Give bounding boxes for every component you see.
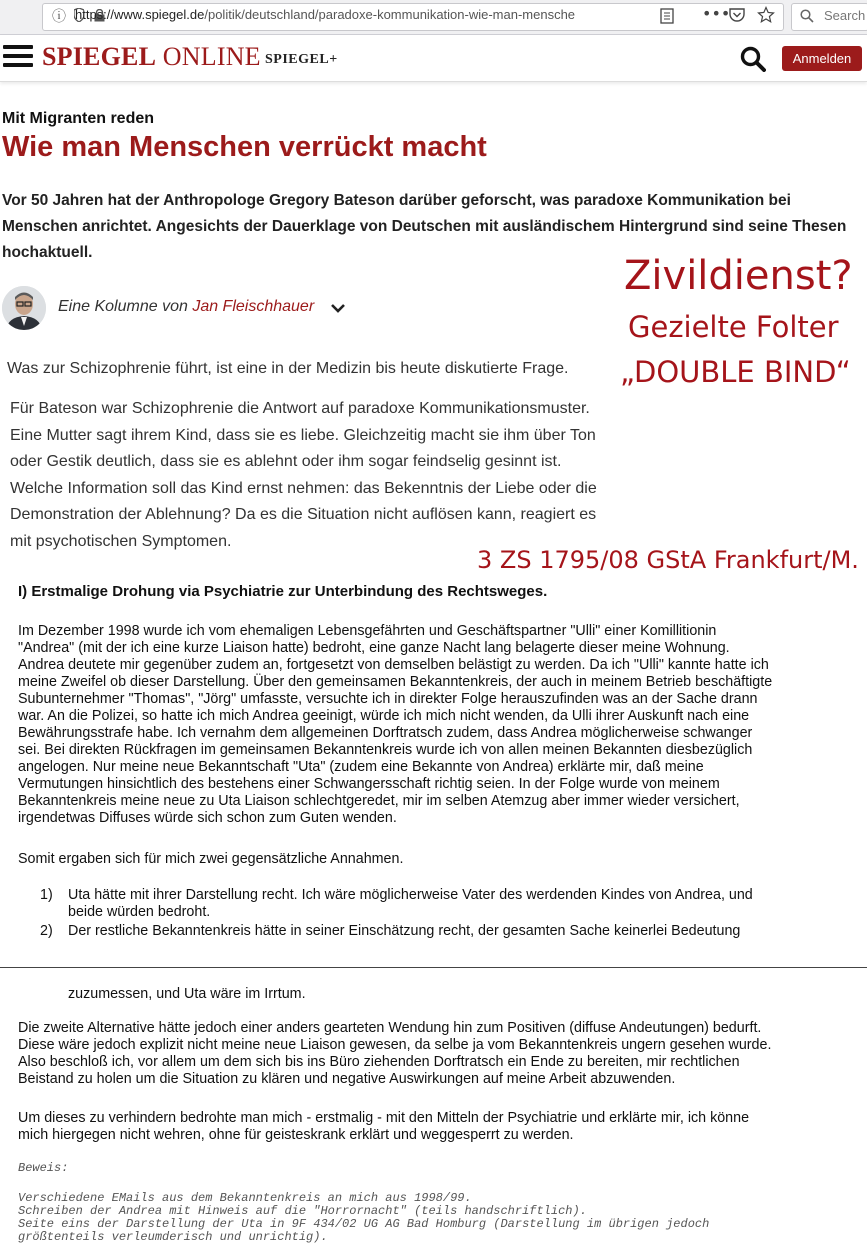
url-path: /politik/deutschland/paradoxe-kommunikation-wie-man-mensche: [204, 7, 576, 22]
document-paragraph: [18, 1020, 771, 1088]
text-line: Für Bateson war Schizophrenie die Antwort auf paradoxe Kommunikationsmuster.: [10, 400, 590, 417]
list-number: 1): [40, 887, 53, 903]
text-line: Verschiedene EMails aus dem Bekanntenkreis an mich aus 1998/99.: [18, 1191, 472, 1205]
text-line: größtenteils verleumderisch und unrichtig).: [18, 1230, 328, 1244]
document-heading: I) Erstmalige Drohung via Psychiatrie zur Unterbindung des Rechtsweges.: [18, 583, 548, 600]
text-line: Beistand zu holen um die Situation zu klären und negative Auswirkungen auf meine Arbeit abzuwenden.: [18, 1071, 676, 1087]
text-line: mich hiergegen nicht wehren, ohne für geisteskrank erklärt und weggesperrt zu werden.: [18, 1127, 574, 1143]
pocket-icon[interactable]: [729, 8, 745, 23]
document-paragraph: [18, 1110, 749, 1144]
document-paragraph: zuzumessen, und Uta wäre im Irrtum.: [68, 986, 306, 1002]
text-line: Also beschloß ich, vor allem um dem sich bis ins Büro ziehenden Dorftratsch ein Ende zu bereiten, mir rechtlichen: [18, 1054, 740, 1070]
text-line: Seite eins der Darstellung der Uta in 9F 434/02 UG AG Bad Homburg (Darstellung im übrigen jedoch: [18, 1217, 710, 1231]
info-icon[interactable]: ⓘ: [52, 9, 66, 25]
list-number: 2): [40, 923, 53, 939]
text-line: war. An die Polizei, so hatte ich mich Andrea geeinigt, würde ich mich nicht wenden, da Ulli ihrer Auskunft nach eine: [18, 708, 750, 724]
list-item: [68, 887, 753, 921]
text-line: Eine Mutter sagt ihrem Kind, dass sie es liebe. Gleichzeitig macht sie ihm über Ton: [10, 426, 596, 444]
annotation-folter: Gezielte Folter: [628, 310, 839, 344]
text-line: Subunternehmer "Thomas", "Jörg" umfasste, versuchte ich in direkter Folge herauszufinden was an der Sache drann: [18, 691, 758, 707]
text-line: Bewährungsstrafe habe. Ich vernahm dem allgemeinen Dorftratsch zudem, dass Andrea möglicherweise schwanger: [18, 725, 753, 741]
reader-view-icon[interactable]: [660, 8, 674, 24]
text-line: Um dieses zu verhindern bedrohte man mich - erstmalig - mit den Mitteln der Psychiatrie und erklärte mir, ich könne: [18, 1110, 750, 1126]
article-kicker: Mit Migranten reden: [2, 110, 155, 127]
byline: [58, 298, 314, 316]
chevron-down-icon[interactable]: [330, 300, 346, 316]
page-break-divider: [0, 967, 867, 968]
spiegel-plus-link[interactable]: SPIEGEL+: [265, 52, 338, 67]
login-button[interactable]: Anmelden: [782, 46, 862, 71]
url-host: https://www.spiegel.de: [75, 7, 205, 22]
annotation-zivildienst: Zivildienst?: [624, 253, 853, 299]
text-line: Im Dezember 1998 wurde ich vom ehemaligen Lebensgefährten und Geschäftspartner "Ulli" einer Komillitionin: [18, 623, 717, 639]
text-line: Bekanntenkreis meine neue zu Uta Liaison schlechtgeredet, mir im selben Atemzug aber immer wieder versichert,: [18, 793, 740, 809]
byline-prefix: Eine Kolumne von: [58, 298, 193, 315]
text-line: Andrea deutete mir gegenüber zudem an, fortgesetzt von demselben belästigt zu werden. Da ich "Ulli" kannte hatte ich: [18, 657, 769, 673]
text-line: Welche Information soll das Kind ernst nehmen: das Bekenntnis der Liebe oder die: [10, 479, 597, 497]
menu-icon[interactable]: [3, 45, 33, 67]
site-search-icon[interactable]: [740, 46, 766, 72]
text-line: meine Zweifel ob dieser Darstellung. Über den gemeinsamen Bekanntenkreis, der auch in meinem Betrieb beschäftigte: [18, 674, 773, 690]
text-line: Diese wäre jedoch explizit nicht meine neue Liaison gewesen, da selbe ja vom Bekanntenkreis ungern gesehen wurde.: [18, 1037, 772, 1053]
more-actions-icon[interactable]: •••: [702, 4, 731, 23]
annotation-double-bind: „DOUBLE BIND“: [620, 355, 851, 389]
evidence-label: Beweis:: [18, 1161, 69, 1175]
list-item: [68, 923, 740, 940]
text-line: Demonstration der Ablehnung? Da es die Situation nicht auflösen kann, reagiert es: [10, 506, 597, 523]
text-line: Uta hätte mit ihrer Darstellung recht. Ich wäre möglicherweise Vater des werdenden Kindes von Andrea, und: [68, 887, 753, 903]
text-line: mit psychotischen Symptomen.: [10, 532, 232, 550]
author-avatar[interactable]: [2, 286, 46, 330]
article-paragraph-screenshot: [10, 396, 597, 555]
logo-bold: SPIEGEL: [42, 42, 157, 71]
search-placeholder: Search: [824, 8, 866, 23]
document-paragraph: Somit ergaben sich für mich zwei gegensätzliche Annahmen.: [18, 851, 404, 867]
text-line: irgendetwas Diffuses würde sich schon zum Guten wenden.: [18, 810, 397, 826]
text-line: oder Gestik deutlich, dass sie es ablehnt oder ihm sogar feindselig gesinnt ist.: [10, 453, 562, 470]
text-line: Schreiben der Andrea mit Hinweis auf die "Horrornacht" (teils handschriftlich).: [18, 1204, 587, 1218]
author-link[interactable]: Jan Fleischhauer: [192, 298, 315, 315]
text-line: sei. Bei direkten Rückfragen im gemeinsamen Bekanntenkreis wurde ich von allen meinen Bekannten diesbezüglich: [18, 742, 753, 758]
logo-light: ONLINE: [156, 42, 261, 71]
document-paragraph: [18, 623, 858, 827]
article-paragraph: Was zur Schizophrenie führt, ist eine in der Medizin bis heute diskutierte Frage.: [7, 360, 569, 377]
article-headline: Wie man Menschen verrückt macht: [2, 131, 487, 163]
text-line: angelogen. Nur meine neue Bekanntschaft "Uta" (zudem eine Bekannte von Andrea) erklärte mir, daß meine: [18, 759, 704, 775]
text-line: Der restliche Bekanntenkreis hätte in seiner Einschätzung recht, der gesamten Sache keinerlei Bedeutung: [68, 923, 741, 939]
site-logo[interactable]: [42, 42, 261, 72]
annotation-case-reference: 3 ZS 1795/08 GStA Frankfurt/M.: [477, 546, 859, 574]
search-icon: [800, 9, 814, 23]
text-line: "Andrea" (mit der ich eine kurze Liaison hatte) bedroht, eine ganze Nacht lang belagerte dieser meine Wohnung.: [18, 640, 730, 656]
article-lead: Vor 50 Jahren hat der Anthropologe Gregory Bateson darüber geforscht, was paradoxe Kommunikation bei Menschen anrichtet. Angesichts der Dauerklage von Deutschen mit ausländischem Hintergrund sind seine Thesen hochaktuell.: [2, 192, 847, 261]
url-text[interactable]: [75, 7, 625, 22]
bookmark-star-icon[interactable]: [757, 6, 775, 24]
evidence-list: [18, 1192, 709, 1244]
text-line: beide würden bedroht.: [68, 904, 211, 920]
text-line: Die zweite Alternative hätte jedoch einer anders gearteten Wendung hin zum Positiven (diffuse Andeutungen) bedurft.: [18, 1020, 762, 1036]
text-line: Vermutungen hinsichtlich des bestehens einer Schwangersschaft richtig seien. In der Folge wurde von meinem: [18, 776, 720, 792]
